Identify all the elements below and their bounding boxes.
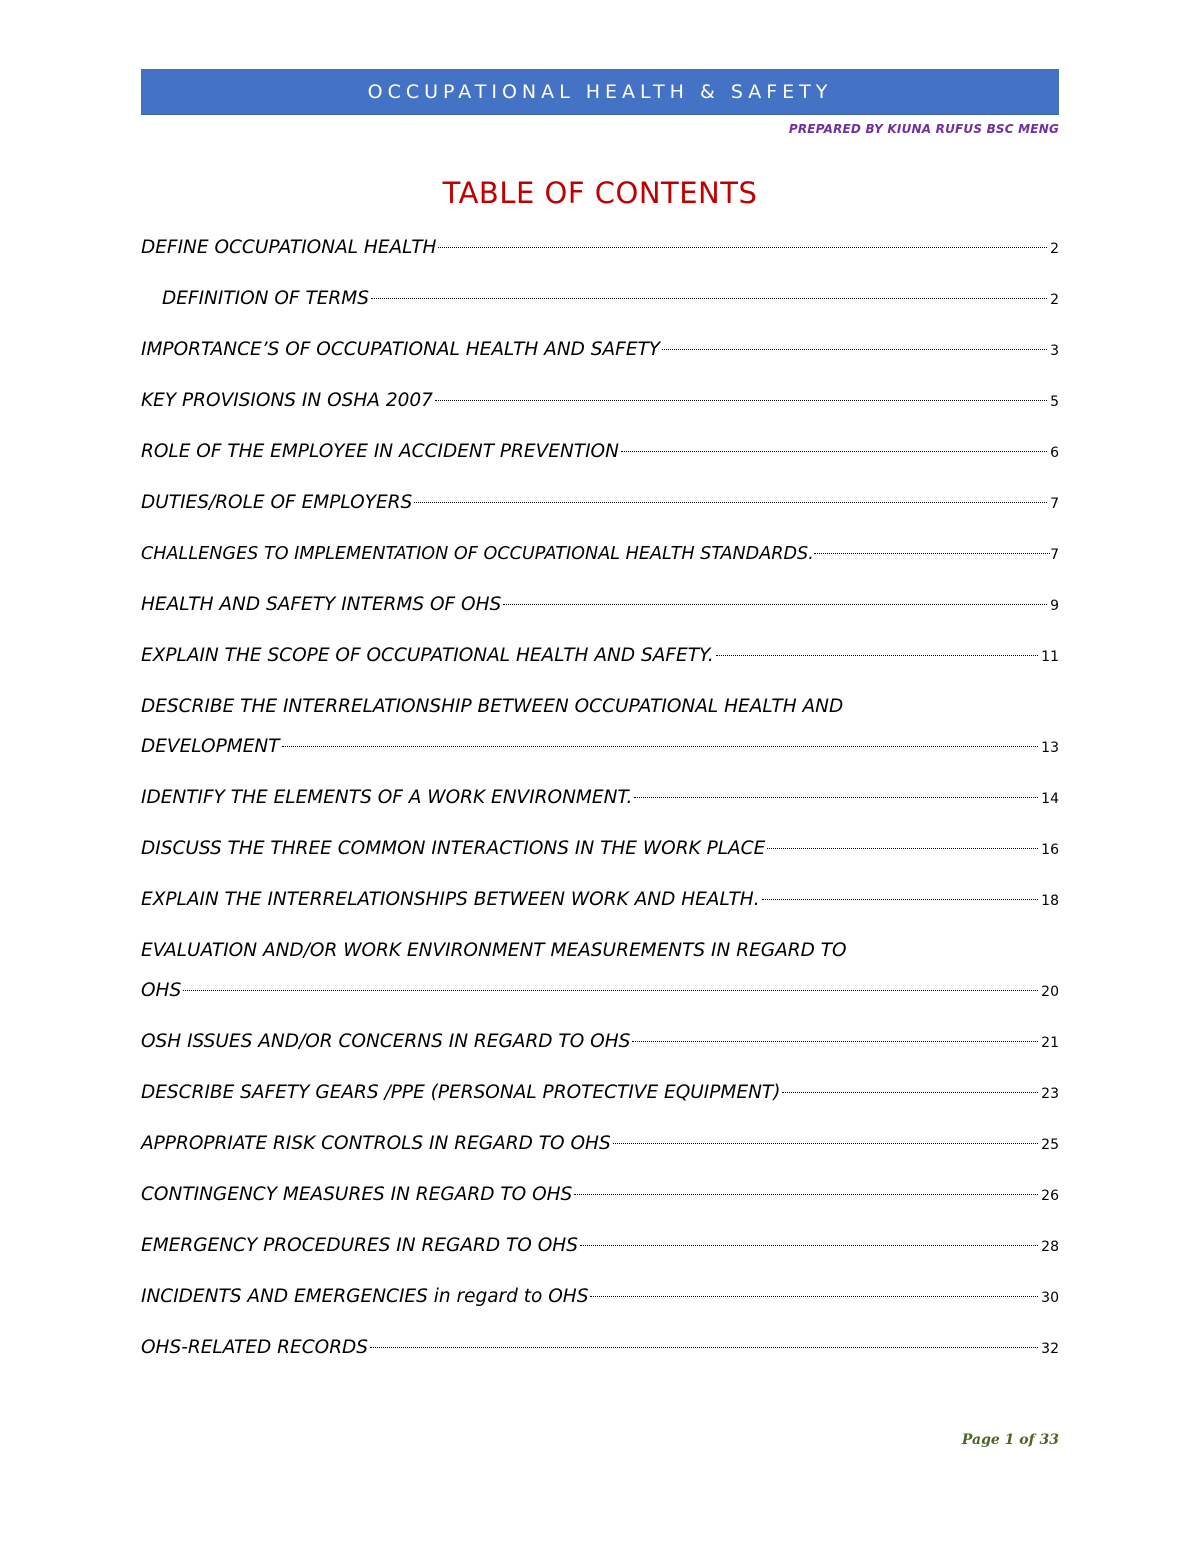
toc-page-number: 32 [1041, 1341, 1059, 1357]
toc-entry[interactable] [141, 228, 1059, 269]
toc-page-number: 16 [1041, 842, 1059, 858]
toc-entry[interactable] [141, 829, 1059, 870]
toc-page-number: 14 [1041, 791, 1059, 807]
toc-page-number: 5 [1050, 394, 1059, 410]
toc-page-number: 11 [1041, 649, 1059, 665]
toc-entry[interactable] [141, 636, 1059, 677]
toc-leader-dots [282, 746, 1039, 747]
toc-leader-dots [414, 502, 1047, 503]
toc-leader-dots [580, 1245, 1038, 1246]
toc-page-number: 3 [1050, 343, 1059, 359]
toc-entry-text: DISCUSS THE THREE COMMON INTERACTIONS IN THE WORK PLACE [141, 838, 766, 859]
toc-leader-dots [782, 1092, 1038, 1093]
toc-leader-dots [662, 349, 1047, 350]
toc-entry[interactable] [141, 381, 1059, 422]
toc-leader-dots [370, 1347, 1038, 1348]
toc-entry-text: APPROPRIATE RISK CONTROLS IN REGARD TO OHS [141, 1133, 611, 1154]
toc-entry[interactable] [141, 1277, 1059, 1318]
toc-entry-text: OHS-RELATED RECORDS [141, 1337, 369, 1358]
toc-entry[interactable] [141, 1124, 1059, 1165]
toc-entry-text: DESCRIBE THE INTERRELATIONSHIP BETWEEN OCCUPATIONAL HEALTH AND [141, 696, 844, 717]
toc-leader-dots [613, 1143, 1038, 1144]
toc-entry-text: DUTIES/ROLE OF EMPLOYERS [141, 492, 413, 513]
toc-entry-text: CHALLENGES TO IMPLEMENTATION OF OCCUPATIONAL HEALTH STANDARDS. [141, 544, 814, 564]
toc-page-number: 13 [1041, 740, 1059, 756]
toc-entry-text: HEALTH AND SAFETY INTERMS OF OHS [141, 594, 502, 615]
toc-page-number: 30 [1041, 1290, 1059, 1306]
toc-entry[interactable] [141, 1175, 1059, 1216]
toc-page-number: 7 [1050, 496, 1059, 512]
toc-entry-text-continued: DEVELOPMENT [141, 736, 280, 757]
toc-entry[interactable] [141, 880, 1059, 921]
toc-leader-dots [716, 655, 1038, 656]
toc-leader-dots [574, 1194, 1038, 1195]
toc-heading: TABLE OF CONTENTS [442, 176, 758, 210]
toc-entry[interactable] [141, 1226, 1059, 1267]
toc-entry[interactable] [141, 931, 1059, 1012]
toc-leader-dots [438, 247, 1047, 248]
toc-entry[interactable] [141, 483, 1059, 524]
toc-leader-dots [503, 604, 1047, 605]
toc-entry-text: OSH ISSUES AND/OR CONCERNS IN REGARD TO OHS [141, 1031, 631, 1052]
toc-entry[interactable] [141, 279, 1059, 320]
toc-leader-dots [632, 1041, 1038, 1042]
toc-entry-text: EVALUATION AND/OR WORK ENVIRONMENT MEASUREMENTS IN REGARD TO [141, 940, 847, 961]
toc-page-number: 2 [1050, 241, 1059, 257]
toc-leader-dots [183, 990, 1038, 991]
toc-entry[interactable] [141, 1022, 1059, 1063]
toc-entry[interactable] [141, 330, 1059, 371]
toc-leader-dots [590, 1296, 1038, 1297]
toc-entry-text: EMERGENCY PROCEDURES IN REGARD TO OHS [141, 1235, 578, 1256]
toc-leader-dots [814, 553, 1050, 554]
toc-entry[interactable] [141, 585, 1059, 626]
toc-page-number: 28 [1041, 1239, 1059, 1255]
toc-entry-text: KEY PROVISIONS IN OSHA 2007 [141, 390, 433, 411]
toc-entry-text: INCIDENTS AND EMERGENCIES in regard to OHS [141, 1286, 589, 1307]
toc-entry-text: ROLE OF THE EMPLOYEE IN ACCIDENT PREVENTION [141, 441, 619, 462]
toc-page-number: 2 [1050, 292, 1059, 308]
toc-entry[interactable] [141, 1073, 1059, 1114]
toc-entry[interactable] [141, 534, 1059, 575]
toc-leader-dots [634, 797, 1038, 798]
toc-page-number: 23 [1041, 1086, 1059, 1102]
document-title: OCCUPATIONAL HEALTH & SAFETY [367, 80, 833, 103]
toc-leader-dots [371, 298, 1047, 299]
toc-page-number: 21 [1041, 1035, 1059, 1051]
toc-entry[interactable] [141, 432, 1059, 473]
toc-page-number: 9 [1050, 598, 1059, 614]
toc-entry[interactable] [141, 687, 1059, 768]
toc-entry-text: CONTINGENCY MEASURES IN REGARD TO OHS [141, 1184, 573, 1205]
toc-entry[interactable] [141, 778, 1059, 819]
toc-entry-text: DEFINITION OF TERMS [162, 288, 369, 309]
document-header-bar [141, 69, 1059, 115]
toc-entry-text: DESCRIBE SAFETY GEARS /PPE (PERSONAL PROTECTIVE EQUIPMENT) [141, 1082, 781, 1103]
toc-entry-text-continued: OHS [141, 980, 182, 1001]
page-number-footer: Page 1 of 33 [961, 1432, 1059, 1448]
toc-leader-dots [762, 899, 1039, 900]
toc-entry-text: EXPLAIN THE INTERRELATIONSHIPS BETWEEN WORK AND HEALTH. [141, 889, 760, 910]
toc-page-number: 6 [1050, 445, 1059, 461]
toc-leader-dots [621, 451, 1047, 452]
toc-entry-text: IDENTIFY THE ELEMENTS OF A WORK ENVIRONMENT. [141, 787, 633, 808]
toc-page-number: 26 [1041, 1188, 1059, 1204]
toc-entry-text: IMPORTANCE’S OF OCCUPATIONAL HEALTH AND SAFETY [141, 339, 661, 360]
toc-entry-text: DEFINE OCCUPATIONAL HEALTH [141, 237, 437, 258]
toc-leader-dots [767, 848, 1038, 849]
toc-entry[interactable] [141, 1328, 1059, 1369]
toc-page-number: 18 [1041, 893, 1059, 909]
prepared-by-label: PREPARED BY KIUNA RUFUS BSC MENG [788, 122, 1059, 136]
toc-page-number: 7 [1050, 547, 1059, 563]
toc-leader-dots [435, 400, 1047, 401]
toc-page-number: 20 [1041, 984, 1059, 1000]
toc-page-number: 25 [1041, 1137, 1059, 1153]
toc-entry-text: EXPLAIN THE SCOPE OF OCCUPATIONAL HEALTH AND SAFETY. [141, 645, 714, 666]
